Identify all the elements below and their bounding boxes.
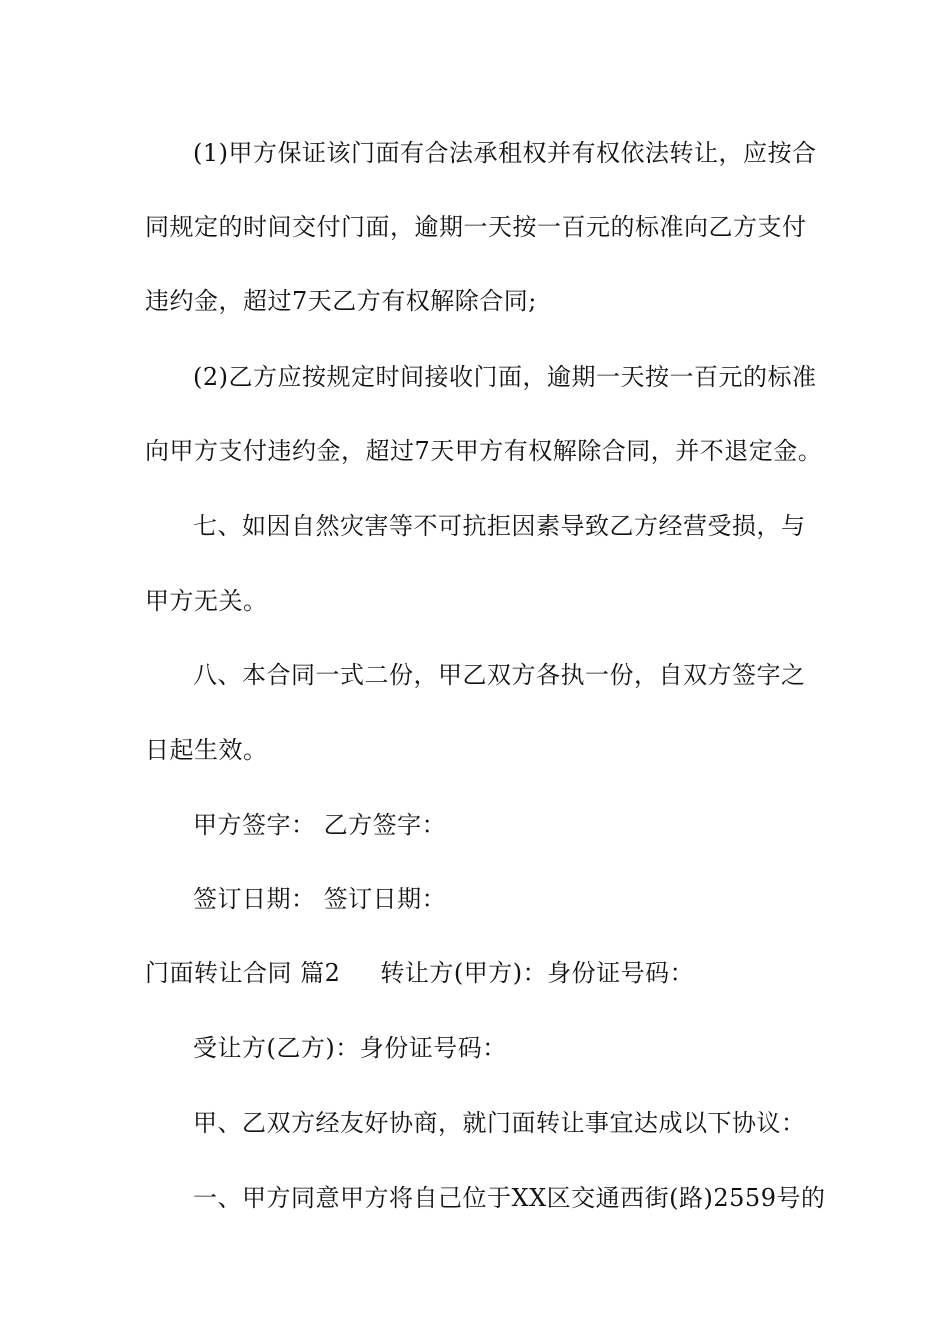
paragraph-line: 一、甲方同意甲方将自己位于XX区交通西街(路)2559号的 bbox=[193, 1184, 826, 1212]
paragraph-line: 向甲方支付违约金，超过7天甲方有权解除合同，并不退定金。 bbox=[145, 437, 823, 465]
transferor-id-line: 转让方(甲方)：身份证号码： bbox=[380, 959, 695, 987]
paragraph-line: (2)乙方应按规定时间接收门面，逾期一天按一百元的标准 bbox=[193, 363, 817, 391]
paragraph-line: (1)甲方保证该门面有合法承租权并有权依法转让，应按合 bbox=[193, 139, 817, 167]
section-heading: 门面转让合同 篇2 bbox=[145, 959, 341, 987]
section-heading-line bbox=[145, 958, 694, 988]
paragraph-line: 日起生效。 bbox=[145, 736, 268, 764]
signature-line: 甲方签字： 乙方签字： bbox=[193, 811, 447, 839]
transferee-id-line: 受让方(乙方)：身份证号码： bbox=[193, 1034, 507, 1062]
paragraph-line: 甲、乙双方经友好协商，就门面转让事宜达成以下协议： bbox=[193, 1109, 806, 1137]
paragraph-line: 违约金，超过7天乙方有权解除合同; bbox=[145, 287, 537, 315]
signing-date-line: 签订日期： 签订日期： bbox=[193, 885, 447, 913]
paragraph-line: 七、如因自然灾害等不可抗拒因素导致乙方经营受损，与 bbox=[193, 512, 806, 540]
paragraph-line: 甲方无关。 bbox=[145, 587, 268, 615]
paragraph-line: 八、本合同一式二份，甲乙双方各执一份，自双方签字之 bbox=[193, 661, 806, 689]
paragraph-line: 同规定的时间交付门面，逾期一天按一百元的标准向乙方支付 bbox=[145, 213, 807, 241]
